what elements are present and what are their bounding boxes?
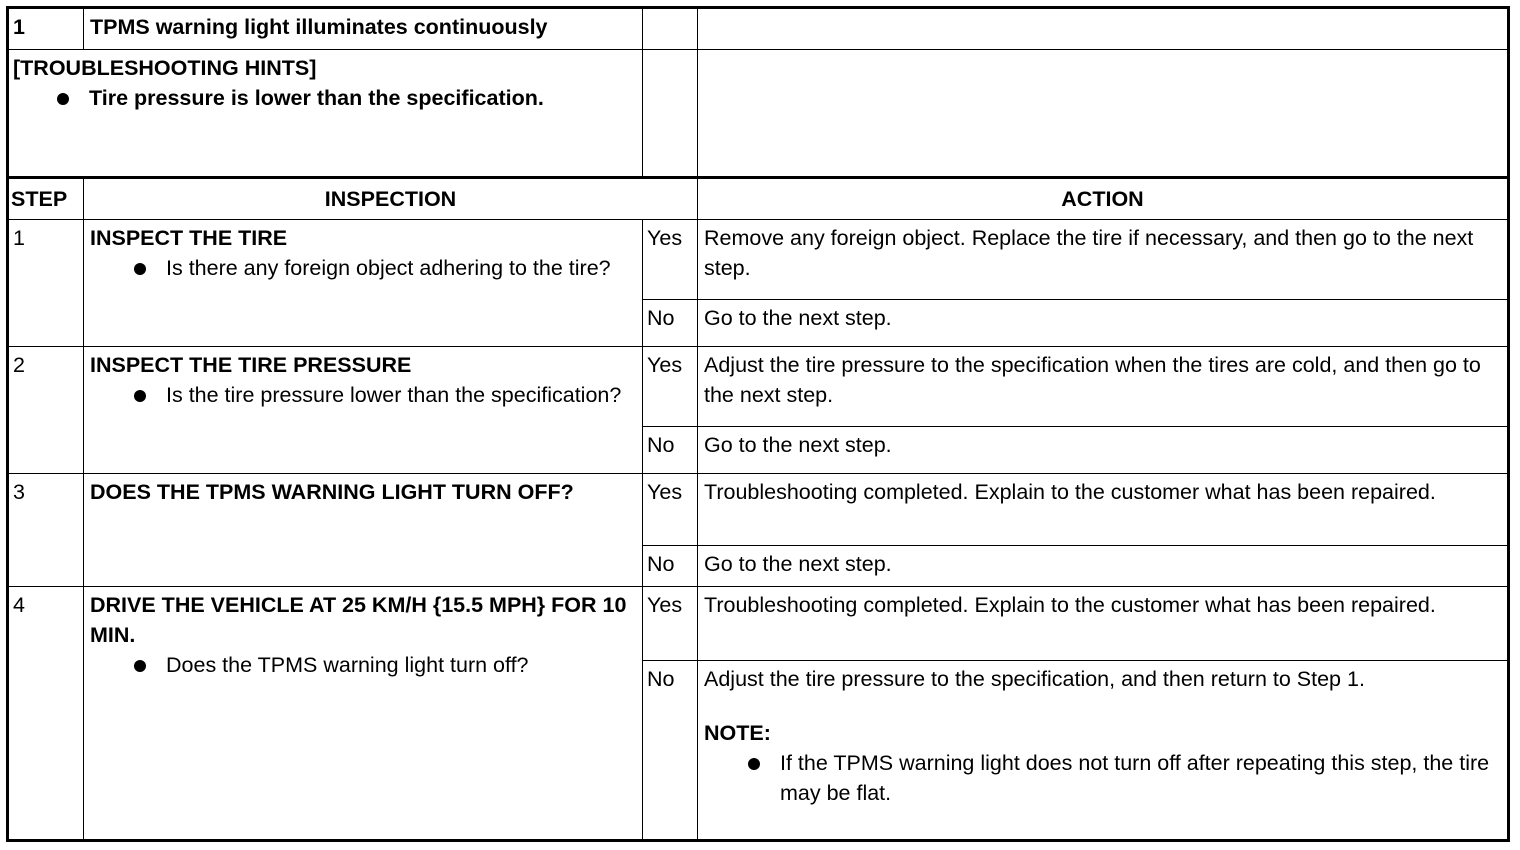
no-label: No bbox=[643, 300, 698, 347]
hint-text: Tire pressure is lower than the specification. bbox=[89, 86, 544, 110]
column-header-action: ACTION bbox=[698, 178, 1509, 220]
step-heading: DRIVE THE VEHICLE AT 25 KM/H {15.5 MPH} FOR 10 MIN. bbox=[90, 593, 627, 647]
step-question bbox=[90, 253, 636, 283]
yes-action: Troubleshooting completed. Explain to the customer what has been repaired. bbox=[698, 474, 1509, 546]
yes-action: Troubleshooting completed. Explain to the customer what has been repaired. bbox=[698, 587, 1509, 661]
step-2-yes-row bbox=[8, 347, 1509, 427]
step-number: 2 bbox=[8, 347, 84, 474]
column-header-row bbox=[8, 178, 1509, 220]
no-label: No bbox=[643, 427, 698, 474]
step-number: 3 bbox=[8, 474, 84, 587]
yes-action: Adjust the tire pressure to the specification when the tires are cold, and then go to the next step. bbox=[698, 347, 1509, 427]
step-question bbox=[90, 380, 636, 410]
yes-action: Remove any foreign object. Replace the tire if necessary, and then go to the next step. bbox=[698, 220, 1509, 300]
step-inspection bbox=[84, 347, 643, 474]
no-action: Go to the next step. bbox=[698, 546, 1509, 587]
procedure-title: TPMS warning light illuminates continuously bbox=[84, 8, 643, 50]
title-blank-cell bbox=[643, 8, 698, 50]
step-question-list bbox=[90, 650, 636, 680]
step-question-text: Does the TPMS warning light turn off? bbox=[166, 653, 529, 677]
yes-label: Yes bbox=[643, 220, 698, 300]
step-heading: INSPECT THE TIRE PRESSURE bbox=[90, 353, 412, 377]
no-label: No bbox=[643, 661, 698, 841]
step-question bbox=[90, 650, 636, 680]
troubleshooting-table bbox=[6, 6, 1510, 842]
column-header-inspection: INSPECTION bbox=[84, 178, 698, 220]
step-question-list bbox=[90, 253, 636, 283]
hints-blank-wide-cell bbox=[698, 50, 1509, 178]
hints-heading: [TROUBLESHOOTING HINTS] bbox=[13, 56, 317, 80]
yes-label: Yes bbox=[643, 587, 698, 661]
title-row bbox=[8, 8, 1509, 50]
note-list bbox=[704, 748, 1501, 808]
note-text: If the TPMS warning light does not turn off after repeating this step, the tire may be flat. bbox=[780, 751, 1490, 805]
step-3-yes-row bbox=[8, 474, 1509, 546]
bullet-icon bbox=[57, 93, 69, 105]
step-heading: DOES THE TPMS WARNING LIGHT TURN OFF? bbox=[84, 474, 643, 587]
hints-row bbox=[8, 50, 1509, 178]
column-header-step: STEP bbox=[8, 178, 84, 220]
step-inspection bbox=[84, 587, 643, 841]
bullet-icon bbox=[748, 758, 760, 770]
hints-cell bbox=[8, 50, 643, 178]
bullet-icon bbox=[134, 660, 146, 672]
no-action: Adjust the tire pressure to the specification, and then return to Step 1. bbox=[704, 667, 1365, 691]
bullet-icon bbox=[134, 263, 146, 275]
step-number: 4 bbox=[8, 587, 84, 841]
hint-item bbox=[13, 83, 640, 113]
step-4-yes-row bbox=[8, 587, 1509, 661]
hints-blank-cell bbox=[643, 50, 698, 178]
step-question-list bbox=[90, 380, 636, 410]
step-number: 1 bbox=[8, 220, 84, 347]
step-question-text: Is the tire pressure lower than the specification? bbox=[166, 383, 622, 407]
step-question-text: Is there any foreign object adhering to the tire? bbox=[166, 256, 611, 280]
no-label: No bbox=[643, 546, 698, 587]
no-action-cell bbox=[698, 661, 1509, 841]
no-action: Go to the next step. bbox=[698, 300, 1509, 347]
step-inspection bbox=[84, 220, 643, 347]
hints-list bbox=[13, 83, 640, 113]
no-action: Go to the next step. bbox=[698, 427, 1509, 474]
yes-label: Yes bbox=[643, 474, 698, 546]
step-heading: INSPECT THE TIRE bbox=[90, 226, 288, 250]
title-blank-wide-cell bbox=[698, 8, 1509, 50]
note-item bbox=[704, 748, 1501, 808]
step-1-yes-row bbox=[8, 220, 1509, 300]
bullet-icon bbox=[134, 390, 146, 402]
procedure-number: 1 bbox=[8, 8, 84, 50]
yes-label: Yes bbox=[643, 347, 698, 427]
troubleshooting-document bbox=[6, 6, 1507, 842]
note-label: NOTE: bbox=[704, 721, 771, 745]
